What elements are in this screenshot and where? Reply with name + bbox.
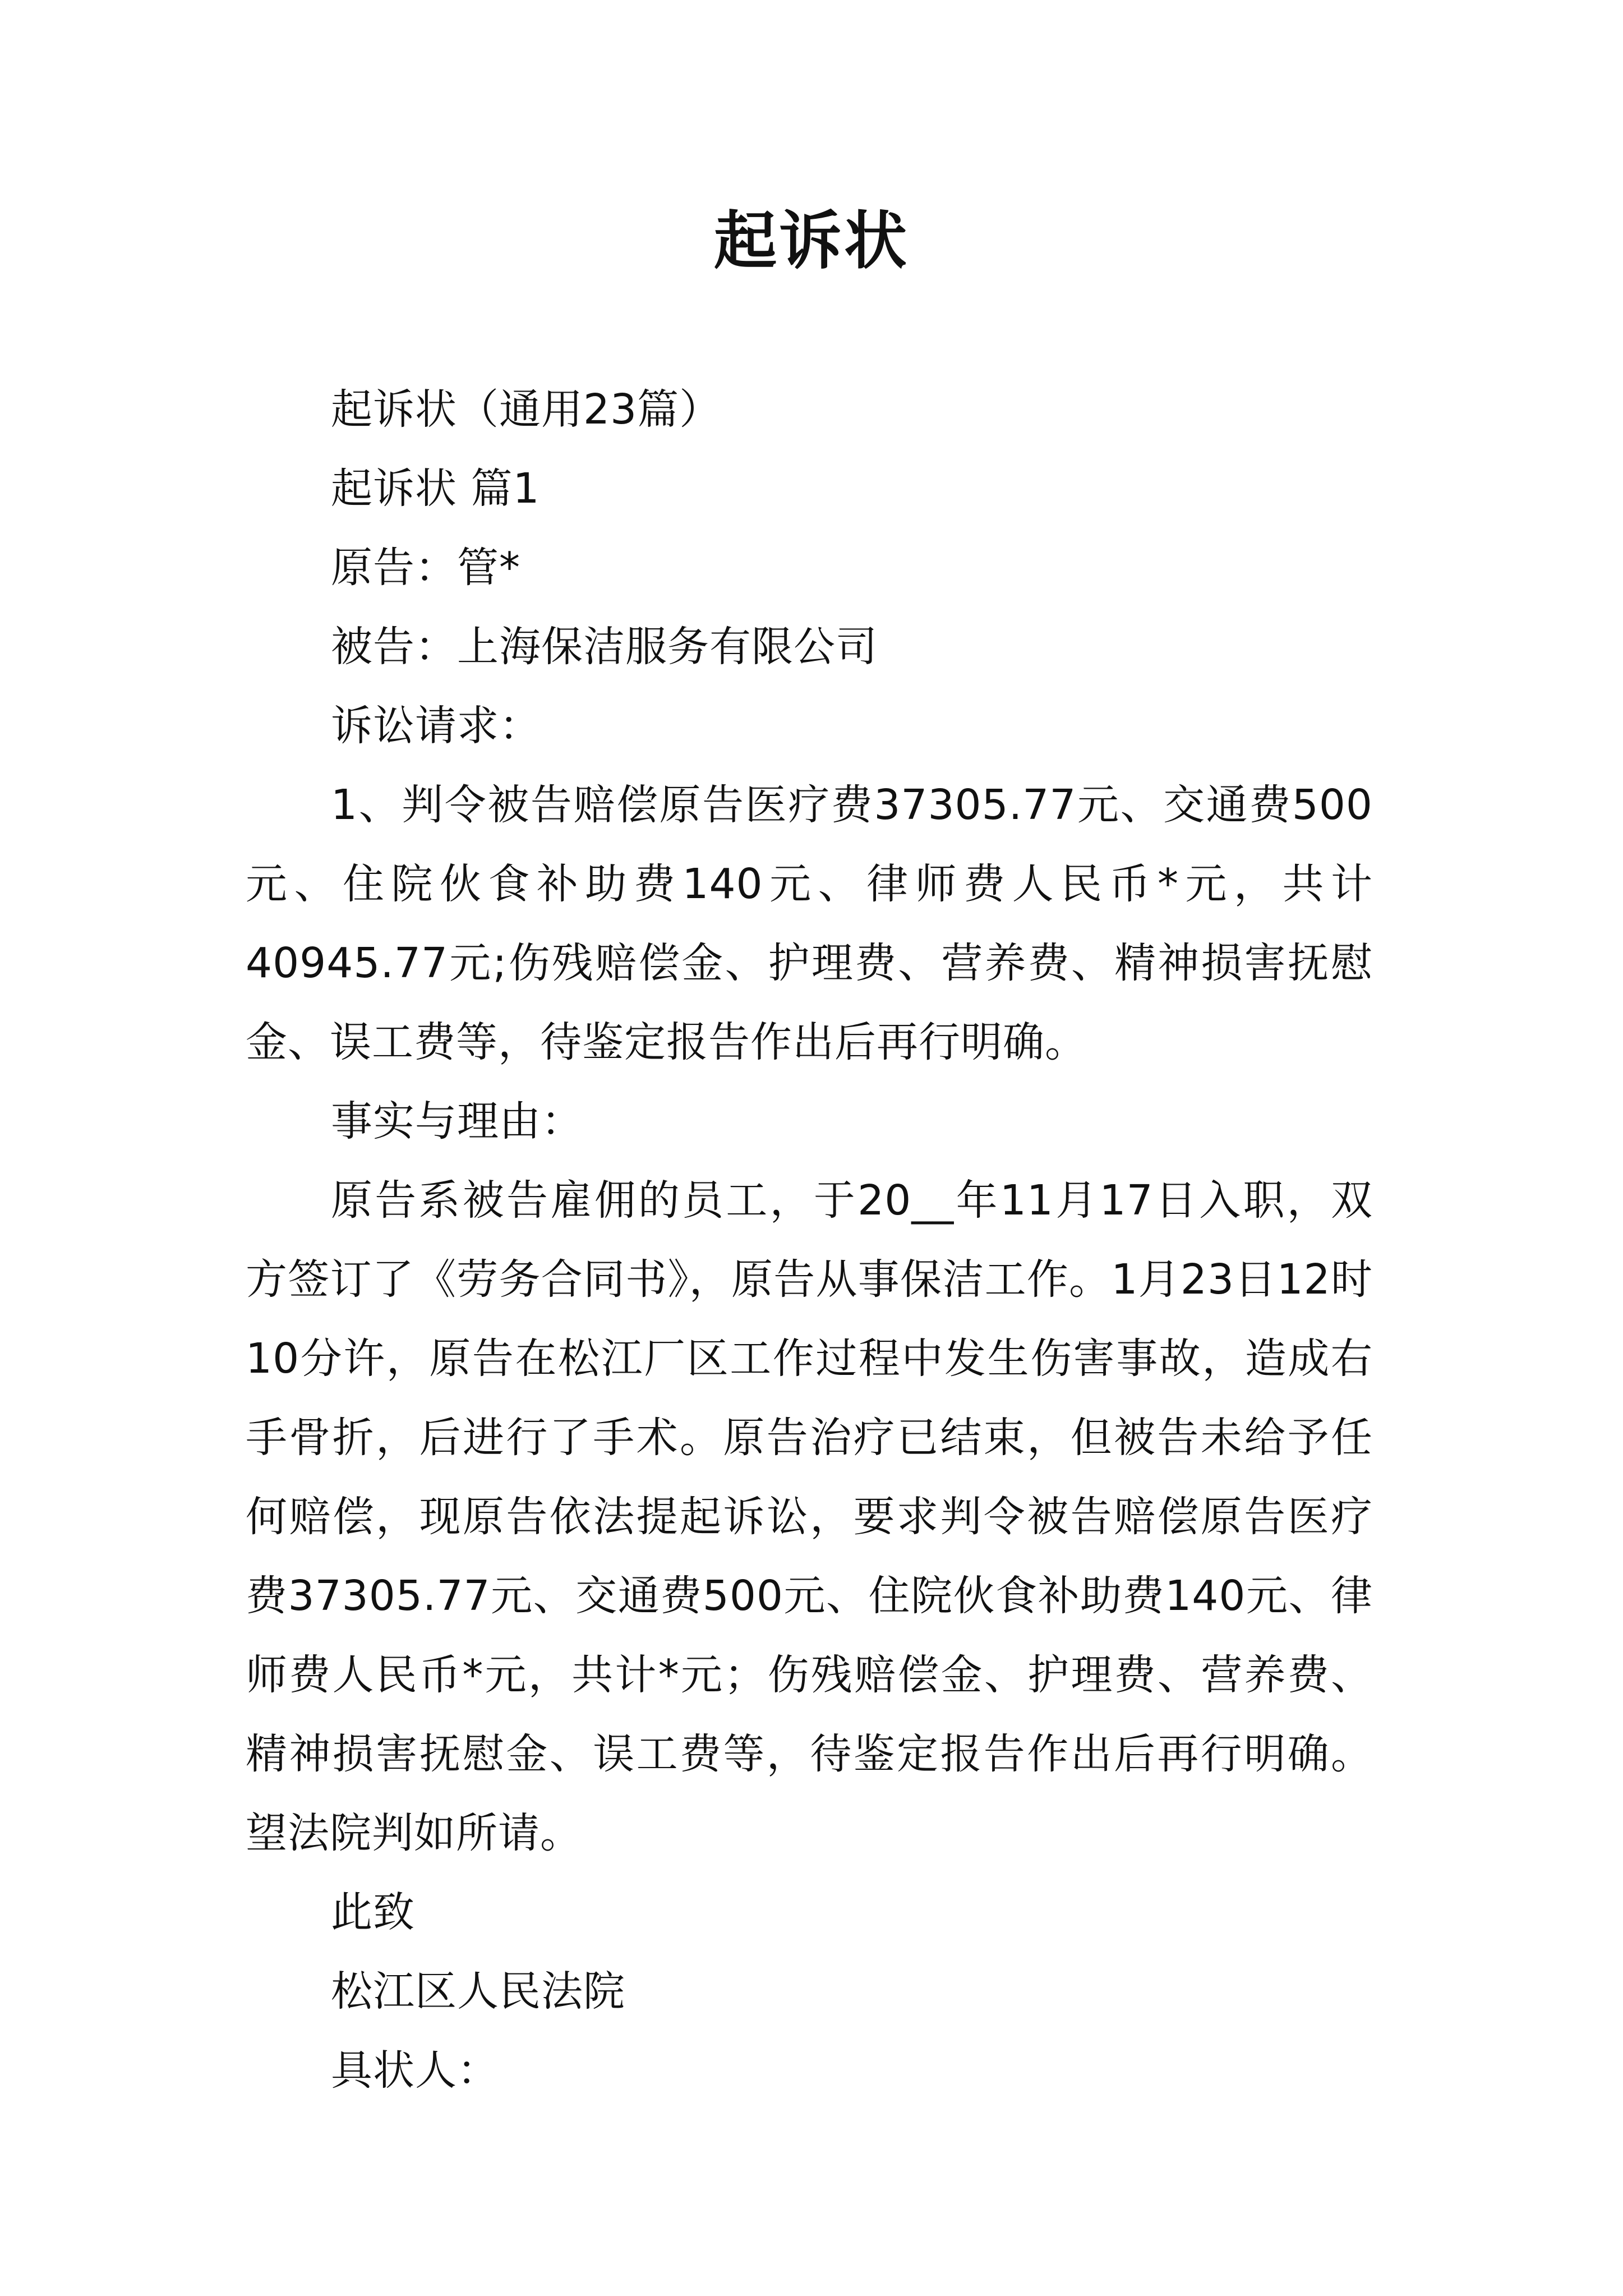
paragraph-salutation: 此致 <box>331 1888 415 1936</box>
paragraph-heading-part: 起诉状 篇1 <box>331 464 540 513</box>
paragraph-court: 松江区人民法院 <box>331 1967 625 2016</box>
paragraph-claims: 1、判令被告赔偿原告医疗费37305.77元、交通费500元、住院伙食补助费140元、律师费人民币*元，共计40945.77元;伤残赔偿金、护理费、营养费、精神损害抚慰金、误工费等，待鉴定报告作出后再行明确。 <box>246 781 1373 1066</box>
document-body <box>246 370 1373 2110</box>
paragraph-plaintiff: 原告：管* <box>331 544 520 592</box>
paragraph-heading-collection: 起诉状（通用23篇） <box>331 385 722 434</box>
paragraph-facts-label: 事实与理由： <box>331 1097 583 1145</box>
paragraph-signatory: 具状人： <box>331 2046 499 2095</box>
paragraph-defendant: 被告：上海保洁服务有限公司 <box>331 623 878 671</box>
paragraph-facts: 原告系被告雇佣的员工，于20__年11月17日入职，双方签订了《劳务合同书》，原告从事保洁工作。1月23日12时10分许，原告在松江厂区工作过程中发生伤害事故，造成右手骨折，后进行了手术。原告治疗已结束，但被告未给予任何赔偿，现原告依法提起诉讼，要求判令被告赔偿原告医疗费37305.77元、交通费500元、住院伙食补助费140元、律师费人民币*元，共计*元；伤残赔偿金、护理费、营养费、精神损害抚慰金、误工费等，待鉴定报告作出后再行明确。望法院判如所请。 <box>246 1176 1373 1857</box>
document-title: 起诉状 <box>714 204 909 278</box>
paragraph-claims-label: 诉讼请求： <box>331 702 541 750</box>
